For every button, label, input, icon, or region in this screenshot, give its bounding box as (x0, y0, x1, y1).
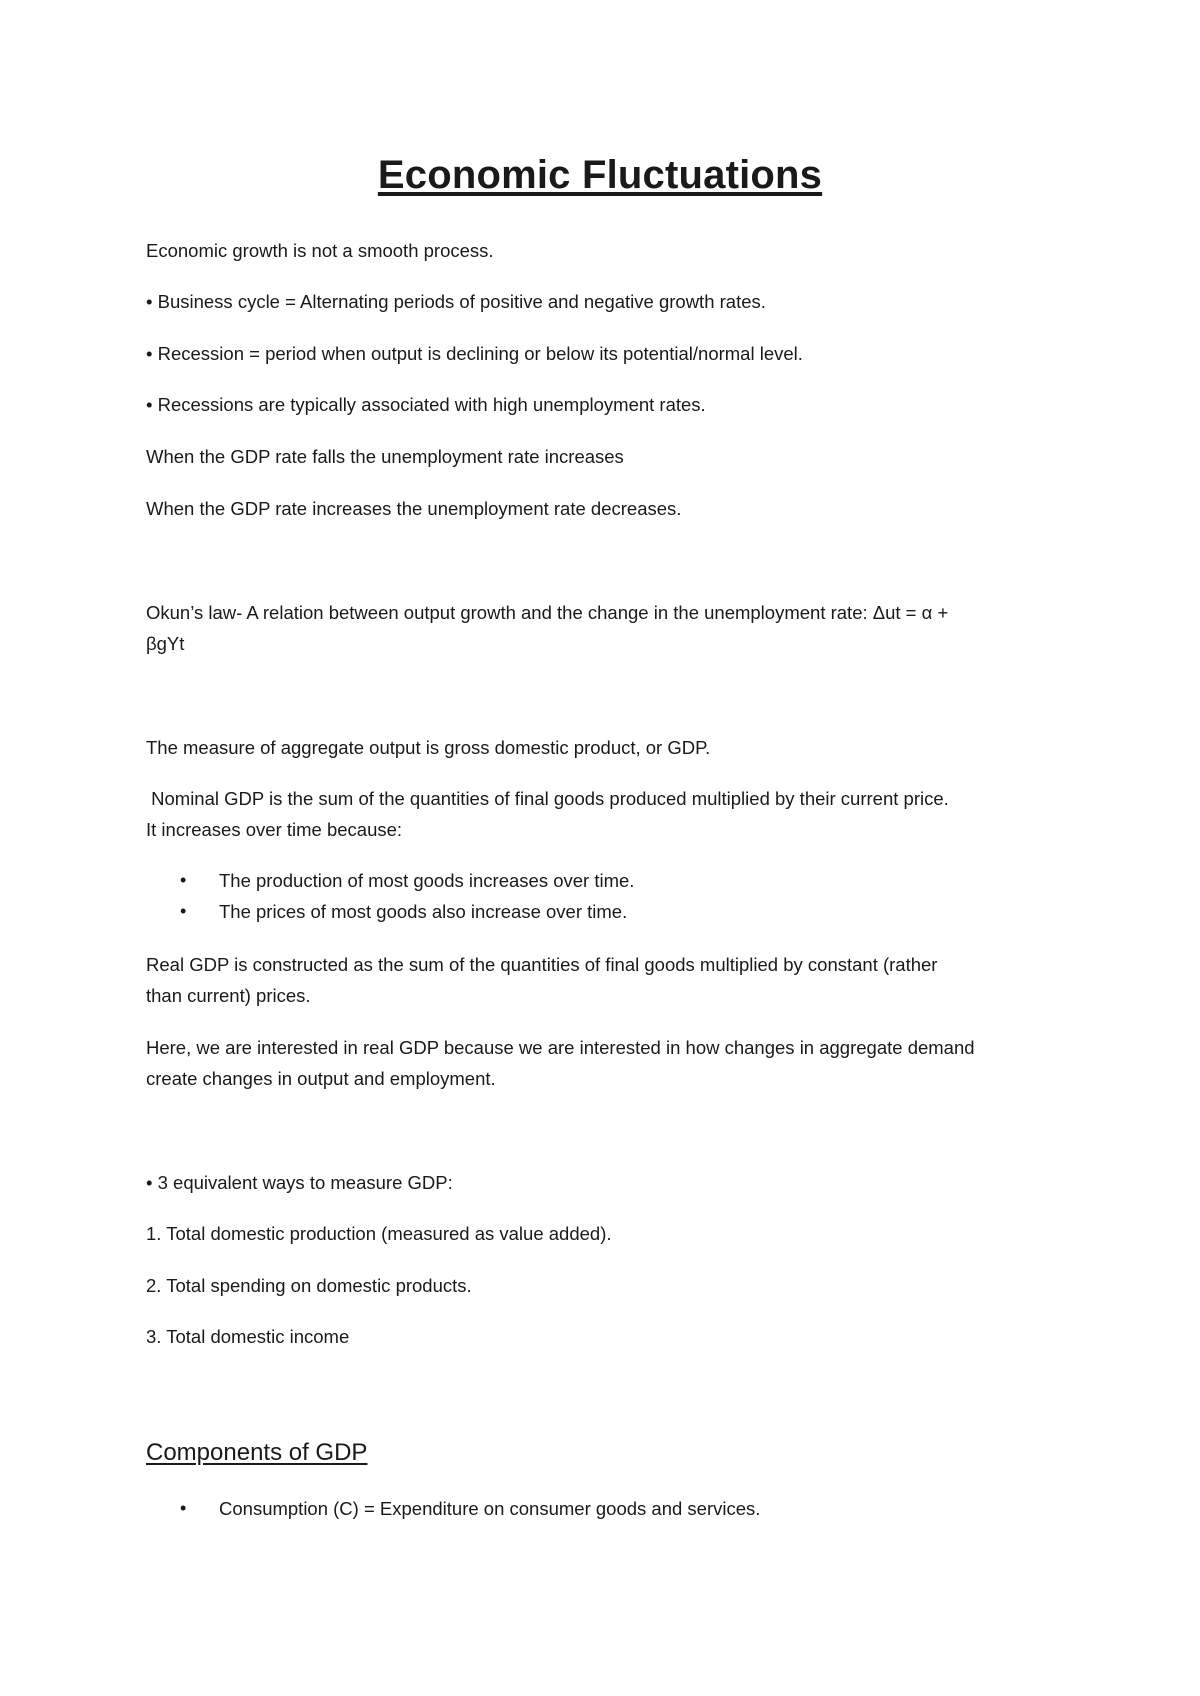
definition-business-cycle: • Business cycle = Alternating periods of positive and negative growth rates. (146, 291, 766, 312)
interest-line-2: create changes in output and employment. (146, 1068, 496, 1089)
gdp-falls-text: When the GDP rate falls the unemployment rate increases (146, 446, 624, 467)
list-item-text: Consumption (C) = Expenditure on consumer goods and services. (219, 1498, 761, 1519)
real-gdp-line-2: than current) prices. (146, 985, 311, 1006)
list-item-text: The prices of most goods also increase over time. (219, 901, 628, 922)
definition-recessions-unemployment: • Recessions are typically associated with high unemployment rates. (146, 394, 706, 415)
nominal-gdp-line-1: Nominal GDP is the sum of the quantities of final goods produced multiplied by their current price. (146, 788, 949, 809)
measure-way-1: 1. Total domestic production (measured as value added). (146, 1223, 612, 1244)
okun-law-line-1: Okun’s law- A relation between output growth and the change in the unemployment rate: Δut = α + (146, 602, 949, 623)
bullet-icon: • (180, 901, 187, 921)
gdp-measure-text: The measure of aggregate output is gross domestic product, or GDP. (146, 737, 711, 758)
list-item-text: The production of most goods increases over time. (219, 870, 635, 891)
components-heading: Components of GDP (146, 1439, 368, 1466)
measure-ways-heading: • 3 equivalent ways to measure GDP: (146, 1172, 453, 1193)
real-gdp-line-1: Real GDP is constructed as the sum of the quantities of final goods multiplied by constant (rather (146, 954, 938, 975)
bullet-icon: • (180, 870, 187, 890)
intro-text: Economic growth is not a smooth process. (146, 240, 494, 261)
nominal-gdp-line-2: It increases over time because: (146, 819, 403, 840)
bullet-icon: • (180, 1498, 187, 1518)
definition-recession: • Recession = period when output is declining or below its potential/normal level. (146, 343, 803, 364)
measure-way-2: 2. Total spending on domestic products. (146, 1275, 472, 1296)
measure-way-3: 3. Total domestic income (146, 1326, 350, 1347)
okun-law-line-2: βgYt (146, 633, 185, 654)
gdp-increases-text: When the GDP rate increases the unemployment rate decreases. (146, 498, 682, 519)
document-title: Economic Fluctuations (377, 153, 823, 197)
interest-line-1: Here, we are interested in real GDP because we are interested in how changes in aggregate demand (146, 1037, 975, 1058)
